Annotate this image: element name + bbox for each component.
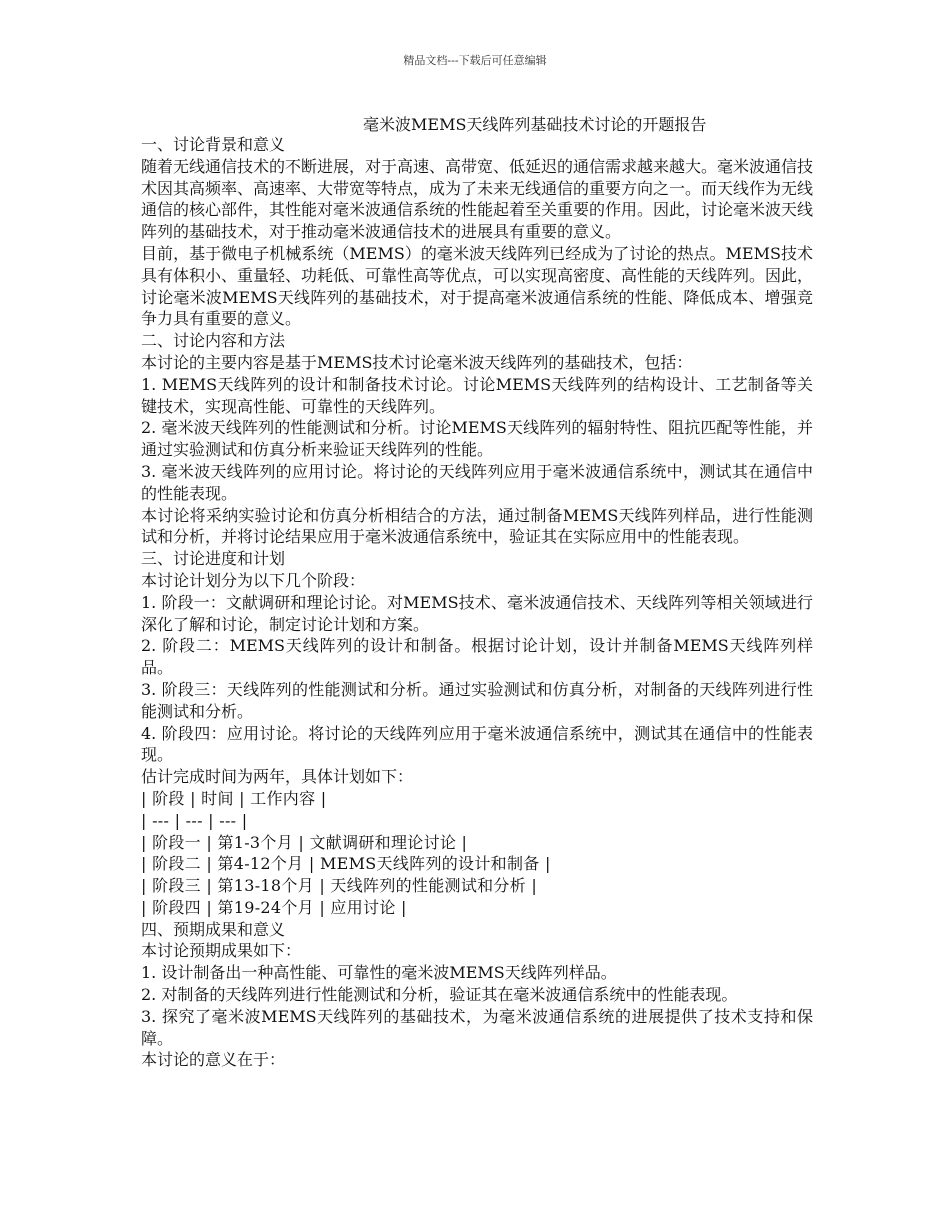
section-heading-schedule: 三、讨论进度和计划 bbox=[141, 549, 286, 569]
page-header: 精品文档---下载后可任意编辑 bbox=[403, 54, 547, 67]
table-header-line: | 阶段 | 时间 | 工作内容 | bbox=[141, 788, 327, 808]
table-separator-line: | --- | --- | --- | bbox=[141, 810, 248, 830]
paragraph-method: 本讨论将采纳实验讨论和仿真分析相结合的方法，通过制备MEMS天线阵列样品，进行性能测试和分析，并将讨论结果应用于毫米波通信系统中，验证其在实际应用中的性能表现。 bbox=[141, 505, 813, 547]
list-item-outcome-3: 3. 探究了毫米波MEMS天线阵列的基础技术，为毫米波通信系统的进展提供了技术支持和保障。 bbox=[141, 1006, 813, 1048]
list-item-content-3: 3. 毫米波天线阵列的应用讨论。将讨论的天线阵列应用于毫米波通信系统中，测试其在通信中的性能表现。 bbox=[141, 461, 813, 503]
section-heading-background: 一、讨论背景和意义 bbox=[141, 135, 286, 154]
list-item-content-2: 2. 毫米波天线阵列的性能测试和分析。讨论MEMS天线阵列的辐射特性、阻抗匹配等性能，并通过实验测试和仿真分析来验证天线阵列的性能。 bbox=[141, 418, 813, 460]
list-item-stage-2: 2. 阶段二：MEMS天线阵列的设计和制备。根据讨论计划，设计并制备MEMS天线阵列样品。 bbox=[141, 636, 813, 678]
list-item-stage-1: 1. 阶段一：文献调研和理论讨论。对MEMS技术、毫米波通信技术、天线阵列等相关领域进行深化了解和讨论，制定讨论计划和方案。 bbox=[141, 592, 813, 634]
list-item-stage-3: 3. 阶段三：天线阵列的性能测试和分析。通过实验测试和仿真分析，对制备的天线阵列进行性能测试和分析。 bbox=[141, 679, 813, 721]
paragraph-content-intro: 本讨论的主要内容是基于MEMS技术讨论毫米波天线阵列的基础技术，包括： bbox=[141, 352, 693, 372]
list-item-content-1: 1. MEMS天线阵列的设计和制备技术讨论。讨论MEMS天线阵列的结构设计、工艺制备等关键技术，实现高性能、可靠性的天线阵列。 bbox=[141, 374, 813, 416]
paragraph-significance-intro: 本讨论的意义在于： bbox=[141, 1050, 286, 1070]
section-heading-outcomes: 四、预期成果和意义 bbox=[141, 919, 286, 939]
table-row: | 阶段二 | 第4-12个月 | MEMS天线阵列的设计和制备 | bbox=[141, 854, 551, 874]
table-row: | 阶段一 | 第1-3个月 | 文献调研和理论讨论 | bbox=[141, 832, 468, 852]
paragraph-background-2: 目前，基于微电子机械系统（MEMS）的毫米波天线阵列已经成为了讨论的热点。MEMS技术具有体积小、重量轻、功耗低、可靠性高等优点，可以实现高密度、高性能的天线阵列。因此，讨论毫米波MEMS天线阵列的基础技术，对于提高毫米波通信系统的性能、降低成本、增强竞争力具有重要的意义。 bbox=[141, 243, 814, 329]
list-item-stage-4: 4. 阶段四：应用讨论。将讨论的天线阵列应用于毫米波通信系统中，测试其在通信中的性能表现。 bbox=[141, 723, 813, 765]
document-title: 毫米波MEMS天线阵列基础技术讨论的开题报告 bbox=[363, 115, 707, 134]
paragraph-background-1: 随着无线通信技术的不断进展，对于高速、高带宽、低延迟的通信需求越来越大。毫米波通信技术因其高频率、高速率、大带宽等特点，成为了未来无线通信的重要方向之一。而天线作为无线通信的核心部件，其性能对毫米波通信系统的性能起着至关重要的作用。因此，讨论毫米波天线阵列的基础技术，对于推动毫米波通信技术的进展具有重要的意义。 bbox=[141, 156, 814, 242]
table-row: | 阶段四 | 第19-24个月 | 应用讨论 | bbox=[141, 897, 407, 917]
paragraph-schedule-intro: 本讨论计划分为以下几个阶段： bbox=[141, 570, 366, 590]
section-heading-content: 二、讨论内容和方法 bbox=[141, 331, 286, 351]
paragraph-outcomes-intro: 本讨论预期成果如下： bbox=[141, 941, 302, 961]
table-row: | 阶段三 | 第13-18个月 | 天线阵列的性能测试和分析 | bbox=[141, 876, 538, 896]
paragraph-timeline-intro: 估计完成时间为两年，具体计划如下： bbox=[141, 767, 414, 787]
list-item-outcome-1: 1. 设计制备出一种高性能、可靠性的毫米波MEMS天线阵列样品。 bbox=[141, 963, 617, 983]
document-body bbox=[141, 134, 813, 1071]
list-item-outcome-2: 2. 对制备的天线阵列进行性能测试和分析，验证其在毫米波通信系统中的性能表现。 bbox=[141, 985, 738, 1005]
